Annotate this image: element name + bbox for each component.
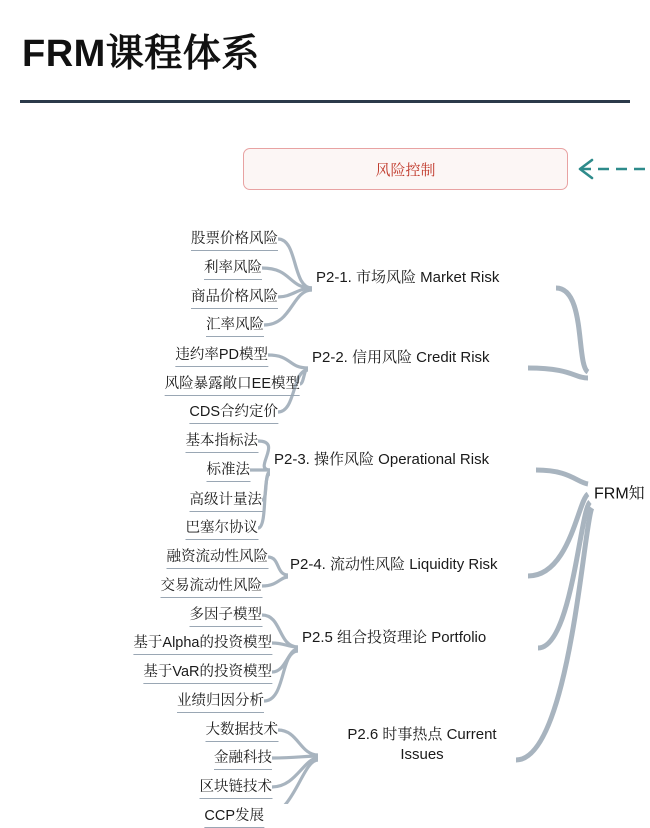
- leaf-node[interactable]: 基于Alpha的投资模型: [133, 631, 272, 655]
- leaf-node[interactable]: 融资流动性风险: [167, 545, 269, 569]
- leaf-node[interactable]: 交易流动性风险: [161, 574, 263, 598]
- leaf-node[interactable]: 区块链技术: [200, 775, 273, 799]
- leaf-node[interactable]: 股票价格风险: [191, 227, 278, 251]
- page-title: FRM课程体系: [22, 33, 260, 75]
- branch-node[interactable]: P2-2. 信用风险 Credit Risk: [312, 348, 490, 366]
- leaf-node[interactable]: CDS合约定价: [189, 400, 278, 424]
- leaf-node[interactable]: 标准法: [207, 458, 251, 482]
- dashed-arrow: [580, 160, 650, 178]
- title-divider: [20, 100, 630, 103]
- branch-node[interactable]: P2-1. 市场风险 Market Risk: [316, 268, 500, 286]
- leaf-node[interactable]: 基于VaR的投资模型: [143, 660, 272, 684]
- leaf-node[interactable]: 多因子模型: [190, 603, 263, 627]
- mindmap-diagram: [0, 110, 650, 824]
- risk-control-label: 风险控制: [375, 161, 436, 179]
- branch-node[interactable]: P2-3. 操作风险 Operational Risk: [274, 450, 490, 468]
- leaf-node[interactable]: 风险暴露敞口EE模型: [165, 372, 300, 396]
- branch-node[interactable]: P2-4. 流动性风险 Liquidity Risk: [290, 555, 498, 573]
- leaf-node[interactable]: 业绩归因分析: [177, 689, 264, 713]
- leaf-node[interactable]: 巴塞尔协议: [186, 516, 259, 540]
- leaf-node[interactable]: 商品价格风险: [191, 285, 278, 309]
- branch-node[interactable]: P2.5 组合投资理论 Portfolio: [302, 628, 487, 646]
- leaf-node[interactable]: 金融科技: [214, 746, 272, 770]
- leaf-node[interactable]: 违约率PD模型: [175, 343, 268, 367]
- branch-label-line1: P2.6 时事热点 Current: [347, 725, 497, 743]
- root-node[interactable]: FRM知: [594, 485, 645, 503]
- leaf-node[interactable]: 利率风险: [204, 256, 262, 280]
- leaf-node[interactable]: 基本指标法: [186, 429, 259, 453]
- branch-node[interactable]: [322, 725, 522, 766]
- leaf-node[interactable]: CCP发展: [204, 804, 264, 828]
- risk-control-node[interactable]: [243, 148, 568, 190]
- leaf-node[interactable]: 高级计量法: [190, 488, 263, 512]
- leaf-node[interactable]: 大数据技术: [206, 718, 279, 742]
- branch-label-line2: Issues: [400, 746, 444, 763]
- leaf-node[interactable]: 汇率风险: [206, 313, 264, 337]
